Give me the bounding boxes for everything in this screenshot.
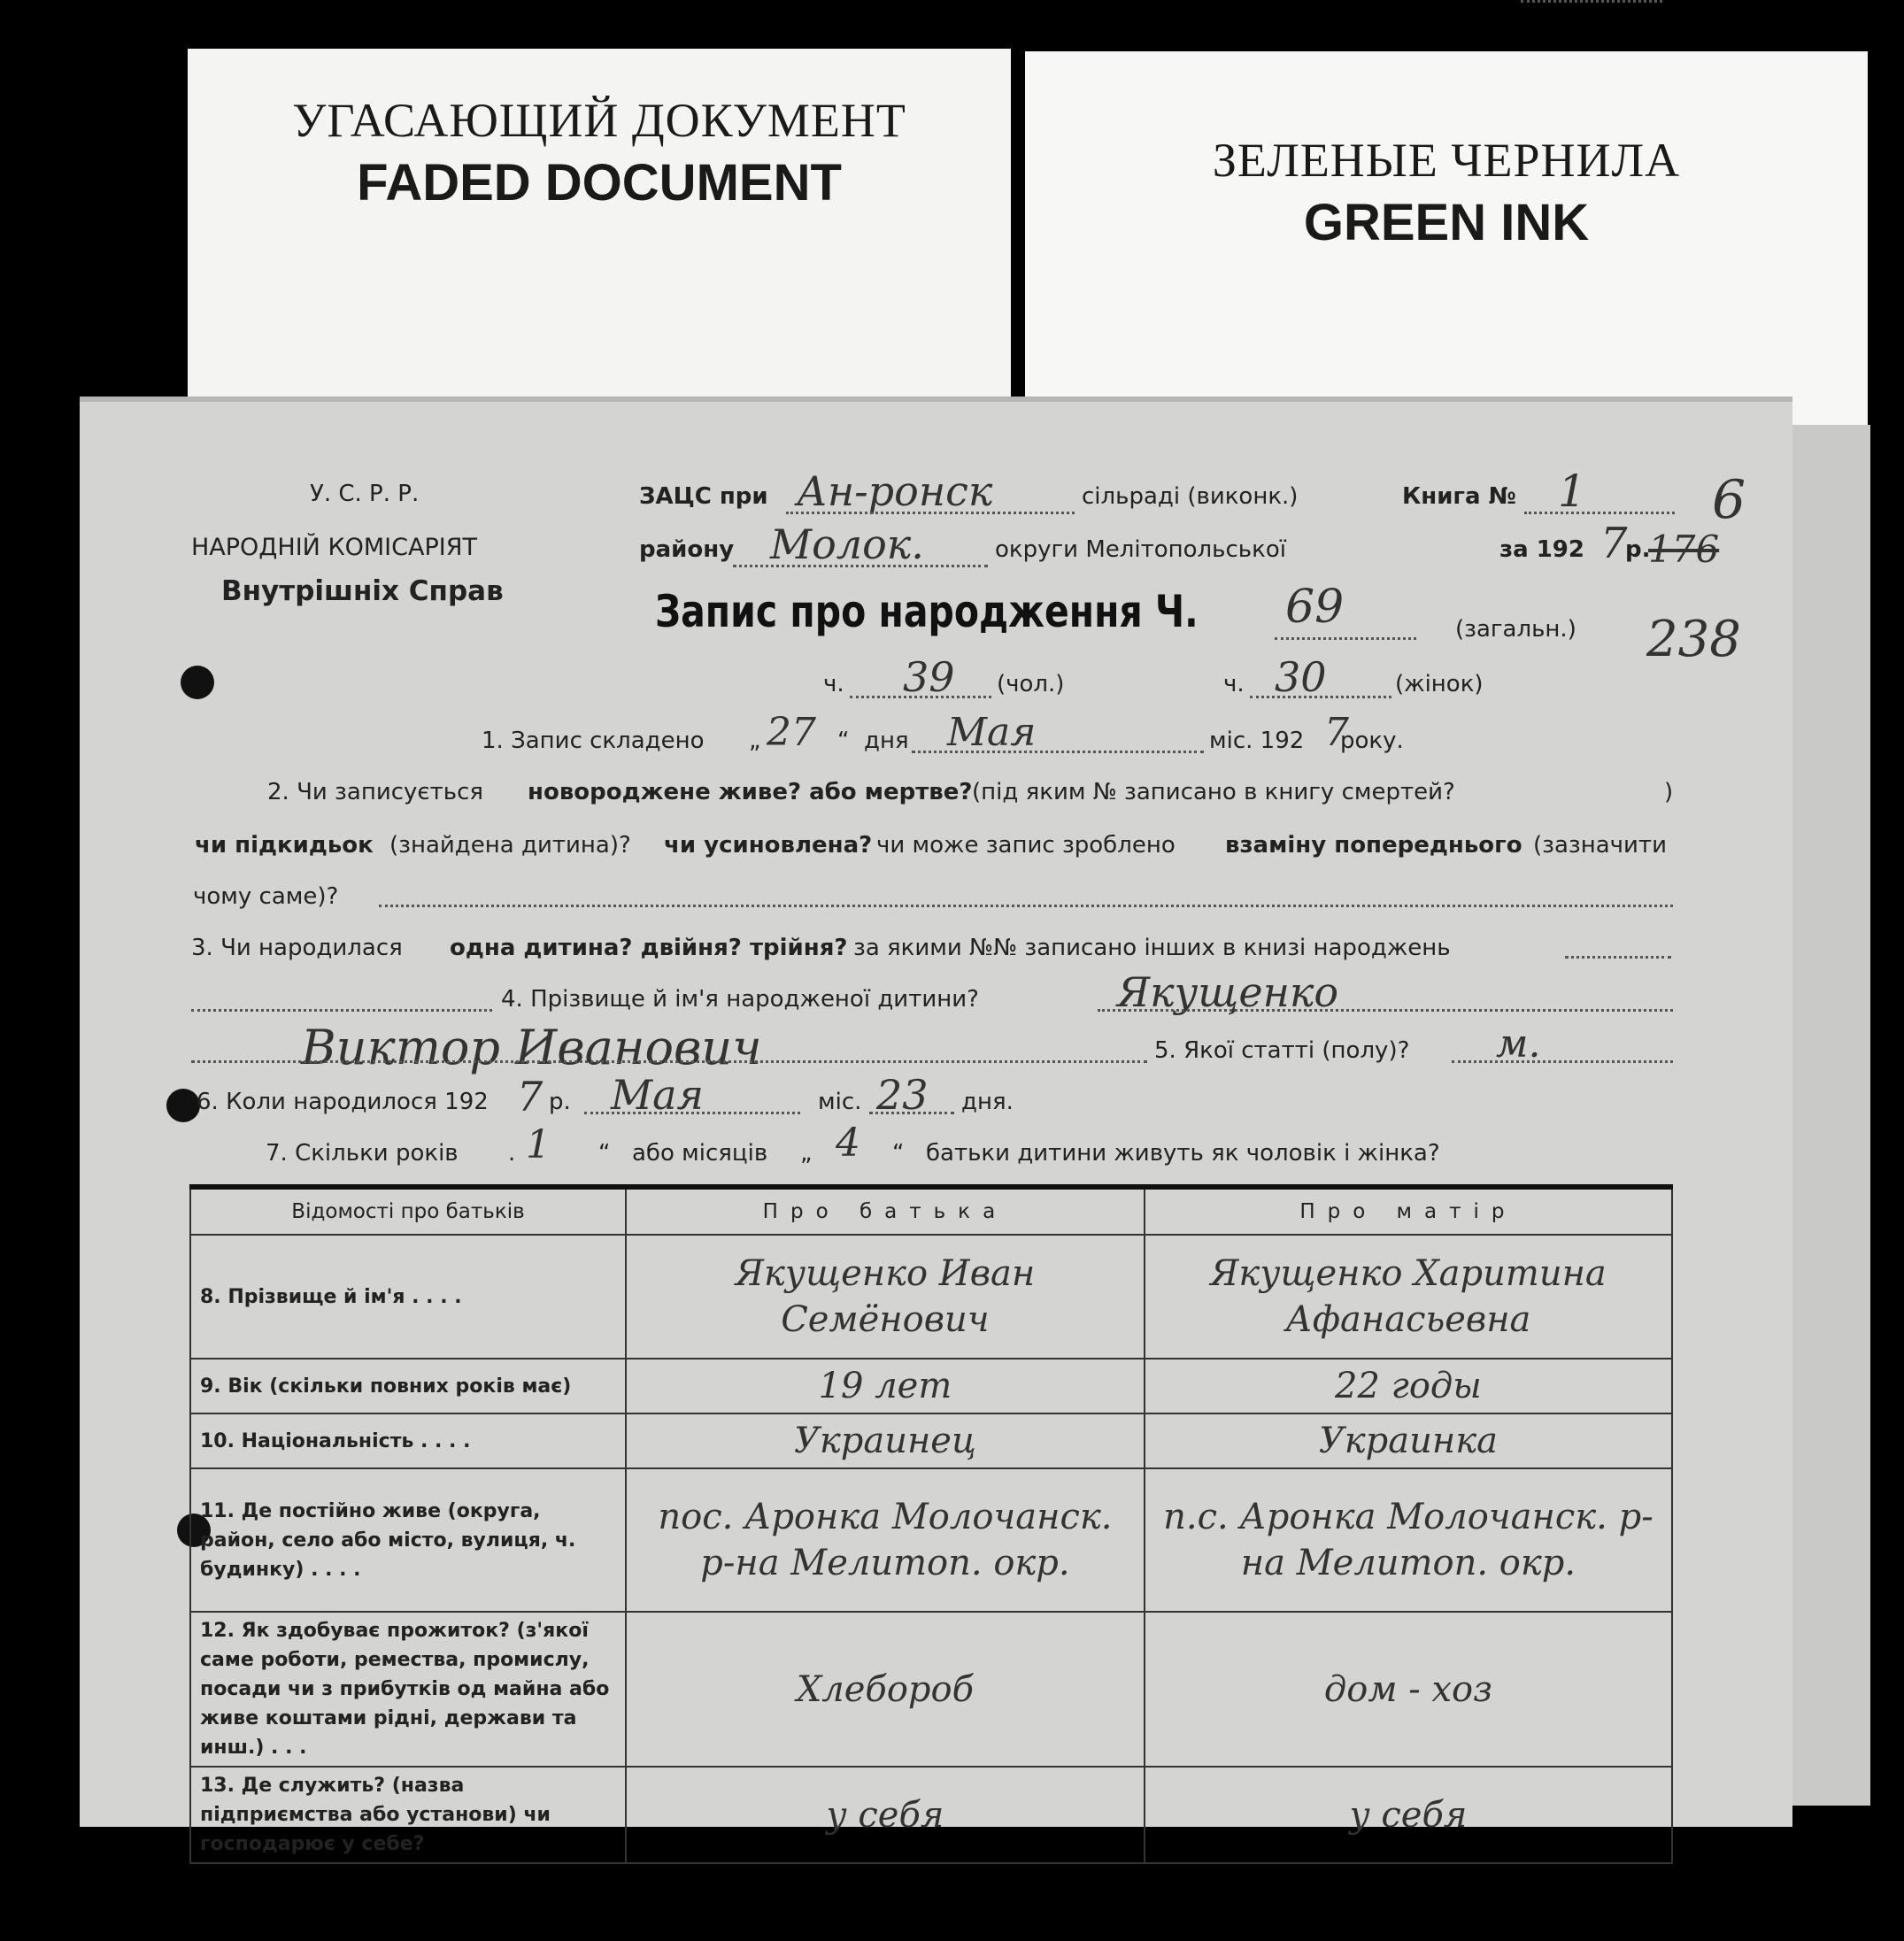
raion-dots [733, 565, 988, 567]
punch-hole-middle [166, 1089, 200, 1122]
q4-name: Виктор Иванович [301, 1020, 762, 1075]
q3-dots-end [1565, 956, 1671, 959]
father-value: пос. Аронка Молочанск. р-на Мелитоп. окр. [626, 1468, 1145, 1612]
father-value: у себя [626, 1767, 1145, 1863]
q2-close: ) [1664, 779, 1674, 805]
parents-table [189, 1184, 1673, 1864]
green-ink-card [1025, 51, 1868, 432]
form-title: Запис про народження Ч. [655, 586, 1199, 637]
male-dots [850, 696, 991, 698]
record-number-dots [1275, 637, 1416, 640]
book-dots [1524, 512, 1675, 514]
table-row [190, 1359, 1672, 1413]
row-label: 11. Де постійно живе (округа, район, село або місто, вулиця, ч. будинку) . . . . [190, 1468, 626, 1612]
q1-label: 1. Запис складено [482, 728, 705, 754]
table-row [190, 1235, 1672, 1359]
female-dots [1250, 696, 1391, 698]
org-commissariat: НАРОДНІЙ КОМІСАРІЯТ [191, 534, 477, 561]
q2-death-book: (під яким № записано в книгу смертей? [972, 779, 1455, 805]
father-value: 19 лет [626, 1359, 1145, 1413]
q1-month-label: міс. 192 [1209, 728, 1305, 754]
mother-value: Якущенко Харитина Афанасьевна [1145, 1235, 1672, 1359]
table-row [190, 1413, 1672, 1468]
q6-year: 7 [517, 1073, 543, 1121]
general-label: (загальн.) [1455, 616, 1576, 643]
card-right-en: GREEN INK [1303, 194, 1590, 251]
q7-label: 7. Скільки років [266, 1140, 459, 1167]
mother-value: у себя [1145, 1767, 1672, 1863]
org-internal-affairs: Внутрішніх Справ [221, 575, 504, 607]
mother-value: п.с. Аронка Молочанск. р-на Мелитоп. окр. [1145, 1468, 1672, 1612]
margin-number: 238 [1646, 611, 1741, 668]
q6-day: 23 [876, 1071, 929, 1119]
q7-rest: батьки дитини живуть як чоловік і жінка? [926, 1140, 1440, 1167]
q6-month-dots [584, 1112, 800, 1114]
table-row [190, 1612, 1672, 1767]
q2-instead: взаміну попереднього [1225, 832, 1522, 859]
table-row [190, 1468, 1672, 1612]
q6-day-label: дня. [961, 1089, 1014, 1115]
book-number: 1 [1558, 466, 1586, 517]
q5-value: м. [1496, 1021, 1541, 1067]
book-label: Книга № [1402, 483, 1516, 510]
year-suffix: р. [1625, 536, 1651, 563]
father-value: Украинец [626, 1413, 1145, 1468]
q6-r: р. [549, 1089, 571, 1115]
org-ussr: У. С. Р. Р. [310, 481, 420, 507]
q6-label: 6. Коли народилося 192 [197, 1089, 489, 1115]
zags-suffix: сільраді (виконк.) [1082, 483, 1299, 510]
mother-value: Украинка [1145, 1413, 1672, 1468]
q6-day-dots [869, 1112, 954, 1114]
faded-document-card [188, 49, 1011, 412]
female-label: (жінок) [1395, 671, 1484, 697]
okrug-label: округи Мелітопольської [995, 536, 1286, 563]
q7-years: 1 [526, 1122, 551, 1167]
q2-specify: (зазначити [1533, 832, 1667, 859]
zags-prefix: ЗАЦС при [639, 483, 768, 510]
raion-prefix: району [639, 536, 735, 563]
q6-mis: міс. [818, 1089, 862, 1115]
q4-label: 4. Прізвище й ім'я народженої дитини? [501, 986, 979, 1013]
q1-day-label: дня [864, 728, 909, 754]
q7-months: 4 [836, 1121, 860, 1166]
zags-dots [786, 512, 1075, 514]
q3-rest: за якими №№ записано інших в книзі народжень [853, 935, 1451, 961]
q2-why: чому саме)? [193, 883, 339, 910]
q1-day: 27 [767, 710, 816, 755]
q4-name-dots [191, 1060, 1147, 1063]
q2-why-dots [379, 905, 1673, 907]
q2-foundling: чи підкидьок [195, 832, 374, 859]
q2-may-be: чи може запис зроблено [876, 832, 1176, 859]
q1-month: Мая [947, 710, 1037, 755]
table-row [190, 1767, 1672, 1863]
year-label: за 192 [1499, 536, 1584, 563]
record-number: 69 [1285, 581, 1345, 634]
q4-surname: Якущенко [1117, 968, 1339, 1016]
father-value: Хлебороб [626, 1612, 1145, 1767]
male-label: (чол.) [997, 671, 1065, 697]
raion-value: Молок. [770, 520, 924, 568]
q2-prefix: 2. Чи записується [267, 779, 484, 805]
col-info-header: Відомості про батьків [190, 1187, 626, 1235]
q6-month: Мая [611, 1071, 704, 1119]
row-label: 12. Як здобуває прожиток? (з'якої саме роботи, ремества, промислу, посади чи з прибутків од майна або живе коштами рідні, держави та инш.) . . . [190, 1612, 626, 1767]
female-ch: ч. [1223, 671, 1245, 697]
row-label: 9. Вік (скільки повних років має) [190, 1359, 626, 1413]
card-left-ru: УГАСАЮЩИЙ ДОКУМЕНТ [292, 94, 906, 147]
margin-number-corner: 6 [1712, 469, 1746, 531]
row-label: 10. Національність . . . . [190, 1413, 626, 1468]
q2-alive-dead: новороджене живе? або мертве? [528, 779, 973, 805]
q7-or-months: або місяців [632, 1140, 768, 1167]
card-left-en: FADED DOCUMENT [357, 154, 842, 212]
col-father-header: Про батька [626, 1187, 1145, 1235]
zags-village: Ан-ронск [797, 467, 993, 515]
q5-dots [1452, 1060, 1673, 1063]
col-mother-header: Про матір [1145, 1187, 1672, 1235]
q3-dots-next [191, 1009, 492, 1012]
father-value: Якущенко Иван Семёнович [626, 1235, 1145, 1359]
year-value: 7 [1600, 519, 1628, 568]
q1-year: 7 [1324, 710, 1349, 755]
card-right-ru: ЗЕЛЕНЫЕ ЧЕРНИЛА [1212, 134, 1681, 187]
mother-value: 22 годы [1145, 1359, 1672, 1413]
q1-year-label: року. [1340, 728, 1404, 754]
q1-month-dots [912, 751, 1204, 753]
q3-options: одна дитина? двійня? трійня? [450, 935, 848, 961]
punch-hole-top [181, 666, 214, 699]
q2-adopted: чи усиновлена? [664, 832, 873, 859]
male-count: 39 [903, 653, 955, 701]
q2-death-dots [1521, 0, 1662, 3]
q3-prefix: 3. Чи народилася [191, 935, 403, 961]
row-label: 8. Прізвище й ім'я . . . . [190, 1235, 626, 1359]
q2-found-child: (знайдена дитина)? [389, 832, 631, 859]
male-ch: ч. [823, 671, 844, 697]
female-count: 30 [1275, 653, 1327, 701]
q4-surname-dots [1098, 1009, 1673, 1012]
row-label: 13. Де служить? (назва підприємства або установи) чи господарює у себе? [190, 1767, 626, 1863]
margin-number-struck: 176 [1648, 528, 1720, 571]
mother-value: дом - хоз [1145, 1612, 1672, 1767]
q5-label: 5. Якої статті (полу)? [1154, 1037, 1410, 1064]
